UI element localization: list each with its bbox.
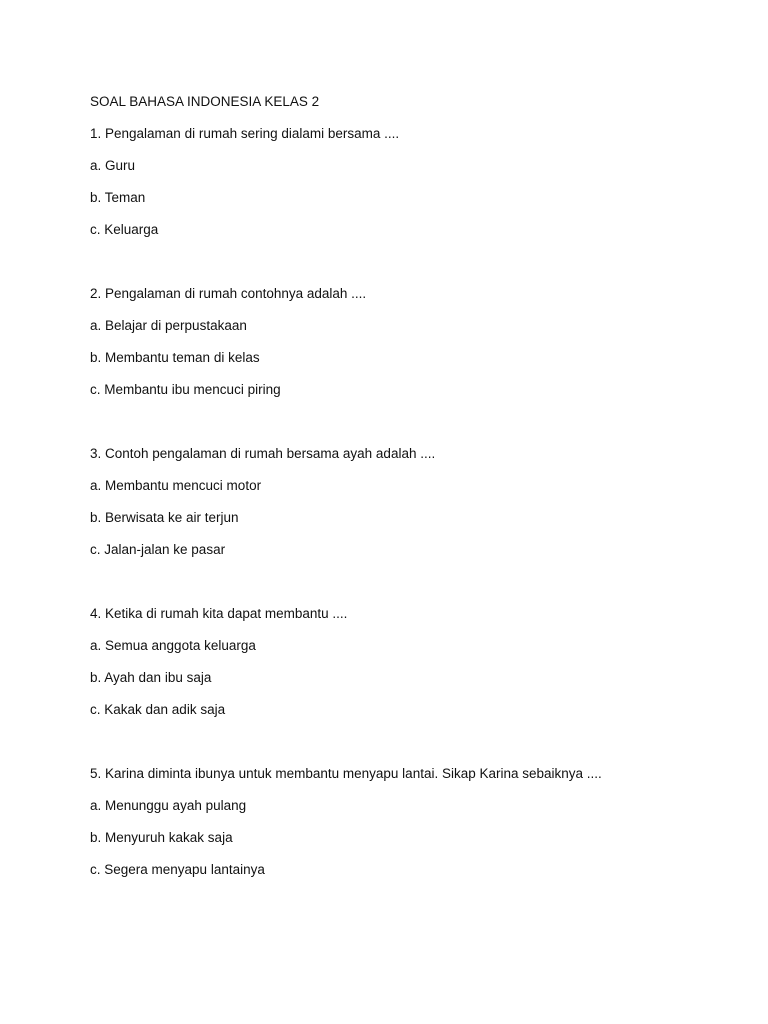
- option-list: [90, 638, 730, 718]
- option-c: c. Segera menyapu lantainya: [90, 862, 265, 877]
- option-b: b. Berwisata ke air terjun: [90, 510, 239, 525]
- option-list: [90, 158, 730, 238]
- option-a: a. Guru: [90, 158, 136, 173]
- option-a: a. Semua anggota keluarga: [90, 638, 256, 653]
- option-b: b. Membantu teman di kelas: [90, 350, 260, 365]
- question-text: 2. Pengalaman di rumah contohnya adalah ....: [90, 286, 367, 301]
- question-2: [90, 286, 730, 398]
- question-text: 5. Karina diminta ibunya untuk membantu menyapu lantai. Sikap Karina sebaiknya ....: [90, 766, 602, 781]
- option-list: [90, 478, 730, 558]
- option-a: a. Menunggu ayah pulang: [90, 798, 247, 813]
- option-c: c. Membantu ibu mencuci piring: [90, 382, 281, 397]
- question-4: [90, 606, 730, 718]
- option-c: c. Jalan-jalan ke pasar: [90, 542, 226, 557]
- option-c: c. Kakak dan adik saja: [90, 702, 226, 717]
- question-3: [90, 446, 730, 558]
- option-b: b. Teman: [90, 190, 146, 205]
- question-1: [90, 126, 730, 238]
- option-b: b. Menyuruh kakak saja: [90, 830, 233, 845]
- option-list: [90, 798, 730, 878]
- option-a: a. Belajar di perpustakaan: [90, 318, 247, 333]
- question-text: 4. Ketika di rumah kita dapat membantu ....: [90, 606, 348, 621]
- option-a: a. Membantu mencuci motor: [90, 478, 262, 493]
- question-text: 1. Pengalaman di rumah sering dialami bersama ....: [90, 126, 400, 141]
- option-c: c. Keluarga: [90, 222, 159, 237]
- option-b: b. Ayah dan ibu saja: [90, 670, 212, 685]
- question-text: 3. Contoh pengalaman di rumah bersama ayah adalah ....: [90, 446, 436, 461]
- document-page: [90, 94, 730, 926]
- option-list: [90, 318, 730, 398]
- document-title: SOAL BAHASA INDONESIA KELAS 2: [90, 94, 320, 109]
- question-5: [90, 766, 730, 878]
